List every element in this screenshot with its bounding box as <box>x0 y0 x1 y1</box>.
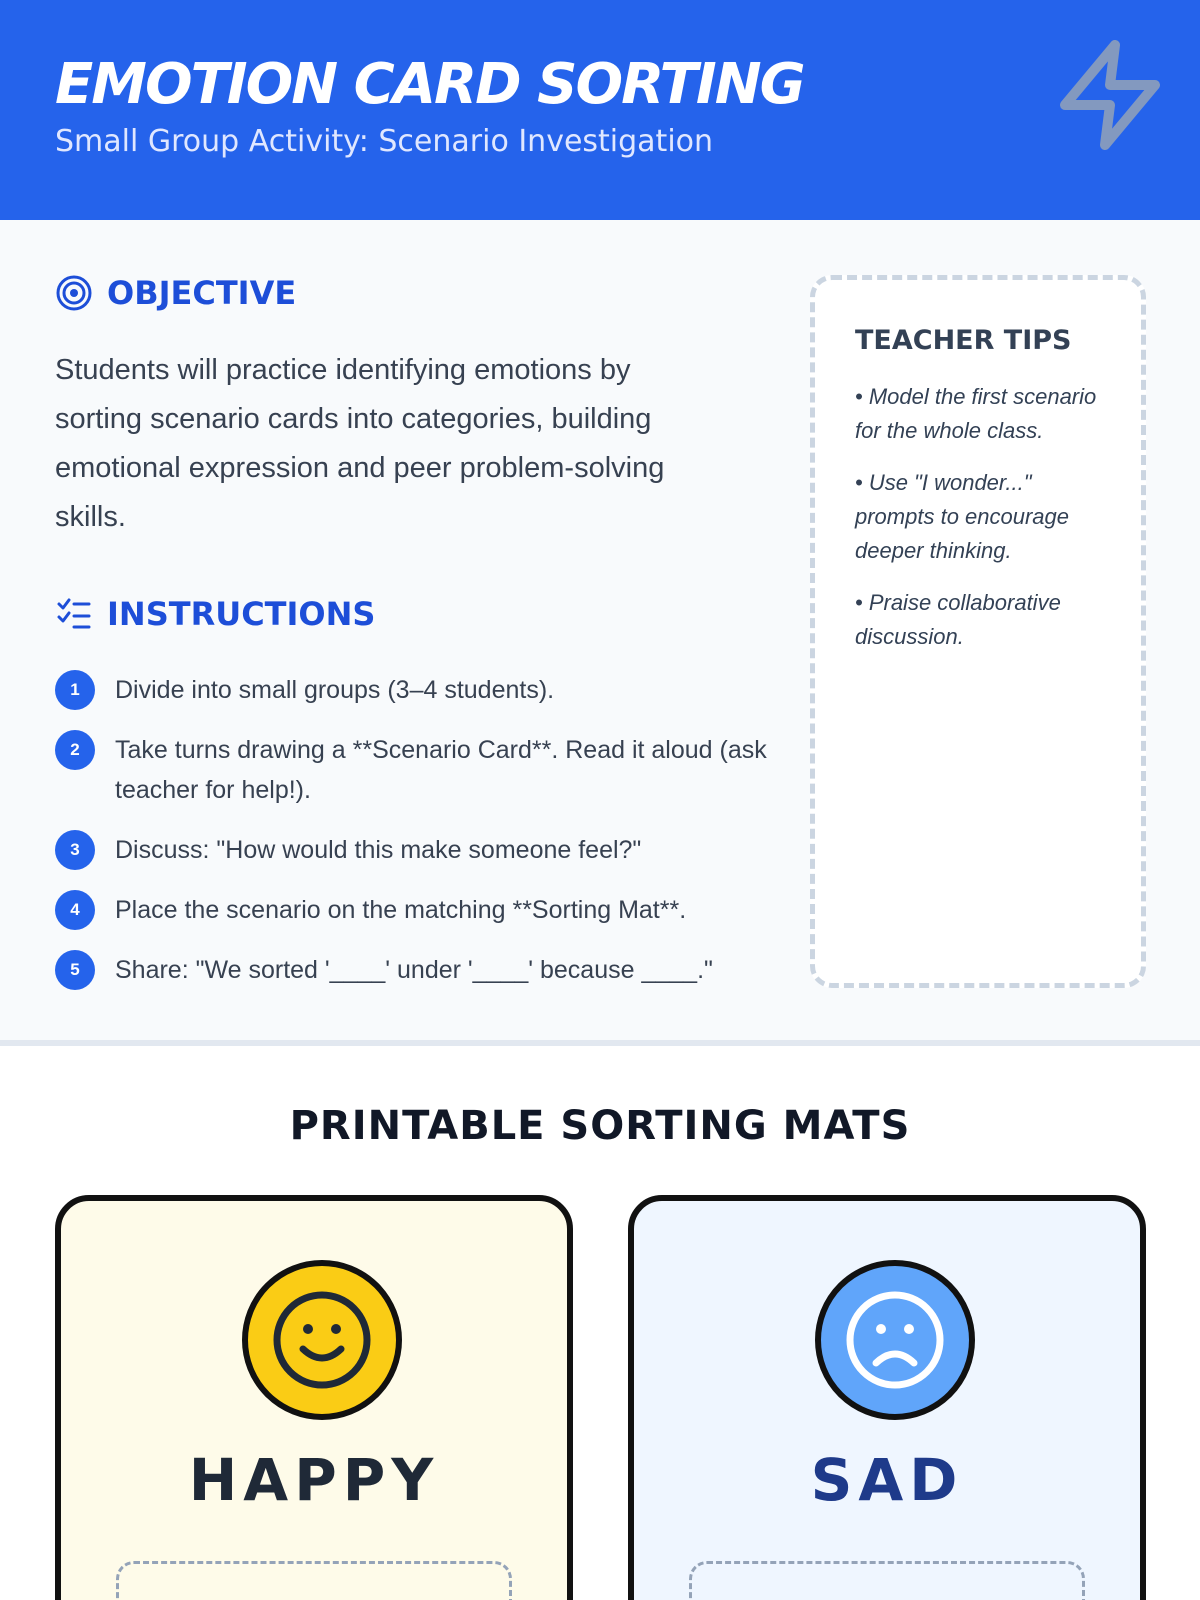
instruction-steps <box>55 670 775 1010</box>
instruction-step <box>55 670 775 710</box>
instruction-step <box>55 890 775 930</box>
page-title: EMOTION CARD SORTING <box>55 52 804 117</box>
sad-mat-label: SAD <box>810 1446 964 1514</box>
step-text: Share: "We sorted '____' under '____' because ____." <box>115 956 713 984</box>
checklist-icon <box>55 595 93 633</box>
sad-face-icon <box>814 1259 976 1421</box>
objective-title: OBJECTIVE <box>107 274 297 312</box>
step-text: Place the scenario on the matching **Sorting Mat**. <box>115 896 687 924</box>
target-icon <box>55 274 93 312</box>
page-subtitle: Small Group Activity: Scenario Investigation <box>55 124 714 159</box>
teacher-tips-title: TEACHER TIPS <box>855 325 1072 356</box>
step-number-badge: 5 <box>55 950 95 990</box>
step-text: Discuss: "How would this make someone feel?" <box>115 836 642 864</box>
happy-mat-label: HAPPY <box>188 1446 440 1514</box>
sorting-mats-title: PRINTABLE SORTING MATS <box>289 1103 911 1149</box>
teacher-tip: • Use "I wonder..." prompts to encourage deeper thinking. <box>855 470 1070 563</box>
teacher-tip: • Praise collaborative discussion. <box>855 590 1061 649</box>
instruction-step <box>55 950 775 990</box>
card-drop-zone[interactable] <box>116 1561 512 1600</box>
happy-face-icon <box>241 1259 403 1421</box>
sad-sorting-mat <box>628 1195 1146 1600</box>
activity-info-section <box>0 220 1200 1046</box>
step-number-badge: 2 <box>55 730 95 770</box>
teacher-tips-box <box>810 275 1146 988</box>
instructions-title: INSTRUCTIONS <box>107 595 376 633</box>
header-banner <box>0 0 1200 220</box>
instruction-step <box>55 830 775 870</box>
step-number-badge: 1 <box>55 670 95 710</box>
objective-heading <box>55 274 296 312</box>
instruction-step <box>55 730 775 810</box>
objective-text: Students will practice identifying emotions by sorting scenario cards into categories, building emotional expression and peer problem-solving skills. <box>55 354 665 533</box>
step-text: Divide into small groups (3–4 students). <box>115 676 555 704</box>
instructions-heading <box>55 595 375 633</box>
card-drop-zone[interactable] <box>689 1561 1085 1600</box>
happy-sorting-mat <box>55 1195 573 1600</box>
step-number-badge: 4 <box>55 890 95 930</box>
lightning-bolt-icon <box>1050 30 1170 160</box>
step-text: Take turns drawing a **Scenario Card**. Read it aloud (ask teacher for help!). <box>115 736 767 804</box>
teacher-tip: • Model the first scenario for the whole class. <box>855 384 1097 443</box>
step-number-badge: 3 <box>55 830 95 870</box>
